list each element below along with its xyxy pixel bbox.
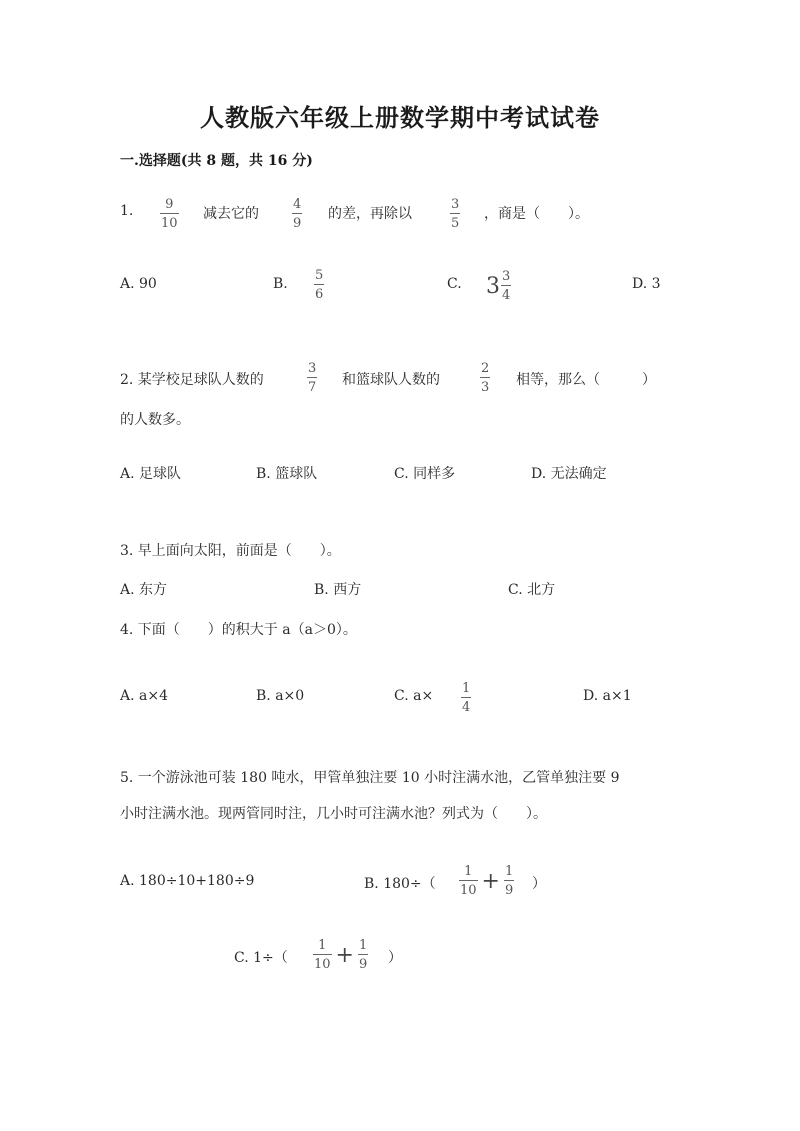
option-c-fraction bbox=[461, 682, 471, 714]
option-c-mixed-number bbox=[486, 270, 511, 302]
option-b[interactable]: B. a×0 bbox=[256, 688, 305, 704]
fraction bbox=[313, 939, 332, 971]
option-a[interactable]: A. 足球队 bbox=[120, 466, 182, 482]
whole-part: 3 bbox=[486, 273, 500, 299]
section-header: 一.选择题(共 8 题，共 16 分) bbox=[120, 153, 313, 169]
denominator: 10 bbox=[460, 883, 477, 898]
numerator: 3 bbox=[502, 269, 511, 284]
option-b[interactable]: B. 篮球队 bbox=[256, 466, 318, 482]
numerator: 5 bbox=[315, 268, 324, 283]
question-text: 的人数多。 bbox=[120, 412, 190, 428]
denominator: 9 bbox=[358, 957, 368, 972]
option-c-expression bbox=[313, 939, 368, 971]
option-b[interactable]: B. 西方 bbox=[314, 582, 362, 598]
numerator: 1 bbox=[462, 681, 471, 696]
denominator: 6 bbox=[315, 287, 324, 302]
option-b-fraction bbox=[314, 269, 324, 301]
fraction bbox=[501, 270, 511, 302]
question-text: 和篮球队人数的 bbox=[342, 372, 440, 388]
fraction bbox=[504, 865, 514, 897]
option-d[interactable]: D. 无法确定 bbox=[531, 466, 607, 482]
numerator: 1 bbox=[504, 864, 514, 879]
option-a[interactable]: A. 东方 bbox=[120, 582, 168, 598]
numerator: 3 bbox=[308, 361, 317, 376]
numerator: 4 bbox=[293, 197, 302, 212]
option-a[interactable]: A. 180÷10+180÷9 bbox=[120, 873, 255, 889]
denominator: 3 bbox=[481, 380, 490, 395]
option-c-close: ） bbox=[388, 950, 402, 966]
denominator: 10 bbox=[161, 216, 178, 231]
question-text: 3. 早上面向太阳，前面是（ ）。 bbox=[120, 543, 341, 559]
denominator: 4 bbox=[462, 700, 471, 715]
denominator: 4 bbox=[502, 288, 511, 303]
fraction bbox=[450, 198, 460, 230]
numerator: 1 bbox=[358, 938, 368, 953]
option-b-label[interactable]: B. 180÷（ bbox=[364, 876, 436, 892]
numerator: 1 bbox=[318, 938, 327, 953]
numerator: 1 bbox=[464, 864, 473, 879]
fraction bbox=[459, 865, 478, 897]
option-d[interactable]: D. 3 bbox=[632, 276, 661, 292]
option-d[interactable]: D. a×1 bbox=[583, 688, 632, 704]
fraction bbox=[307, 362, 317, 394]
denominator: 10 bbox=[314, 957, 331, 972]
question-number: 1. bbox=[120, 203, 134, 219]
question-text: 相等，那么（ ） bbox=[516, 372, 656, 388]
option-b-close: ） bbox=[532, 876, 546, 892]
denominator: 9 bbox=[504, 883, 514, 898]
denominator: 5 bbox=[451, 216, 460, 231]
option-a[interactable]: A. a×4 bbox=[120, 688, 168, 704]
denominator: 7 bbox=[308, 380, 317, 395]
numerator: 2 bbox=[481, 361, 490, 376]
option-c[interactable]: C. 同样多 bbox=[394, 466, 456, 482]
denominator: 9 bbox=[293, 216, 302, 231]
option-c-label[interactable]: C. a× bbox=[394, 688, 434, 704]
question-text: ，商是（ ）。 bbox=[484, 206, 589, 222]
plus-sign: + bbox=[481, 868, 500, 894]
numerator: 9 bbox=[165, 197, 174, 212]
question-text: 2. 某学校足球队人数的 bbox=[120, 372, 264, 388]
option-c-label[interactable]: C. bbox=[447, 276, 462, 292]
option-b-label[interactable]: B. bbox=[273, 276, 288, 292]
fraction bbox=[358, 939, 368, 971]
question-text: 5. 一个游泳池可装 180 吨水，甲管单独注要 10 小时注满水池，乙管单独注要 9 bbox=[120, 770, 620, 786]
question-text: 4. 下面（ ）的积大于 a（a＞0）。 bbox=[120, 622, 357, 638]
question-text: 减去它的 bbox=[203, 206, 259, 222]
question-text: 小时注满水池。现两管同时注，几小时可注满水池？列式为（ ）。 bbox=[120, 806, 547, 822]
page-title: 人教版六年级上册数学期中考试试卷 bbox=[200, 103, 600, 132]
plus-sign: + bbox=[335, 942, 354, 968]
question-text: 的差，再除以 bbox=[328, 206, 412, 222]
option-b-expression bbox=[459, 865, 514, 897]
fraction bbox=[292, 198, 302, 230]
numerator: 3 bbox=[451, 197, 460, 212]
fraction bbox=[160, 198, 179, 230]
option-c-label[interactable]: C. 1÷（ bbox=[234, 950, 288, 966]
option-c[interactable]: C. 北方 bbox=[508, 582, 556, 598]
option-a[interactable]: A. 90 bbox=[120, 276, 157, 292]
fraction bbox=[480, 362, 490, 394]
